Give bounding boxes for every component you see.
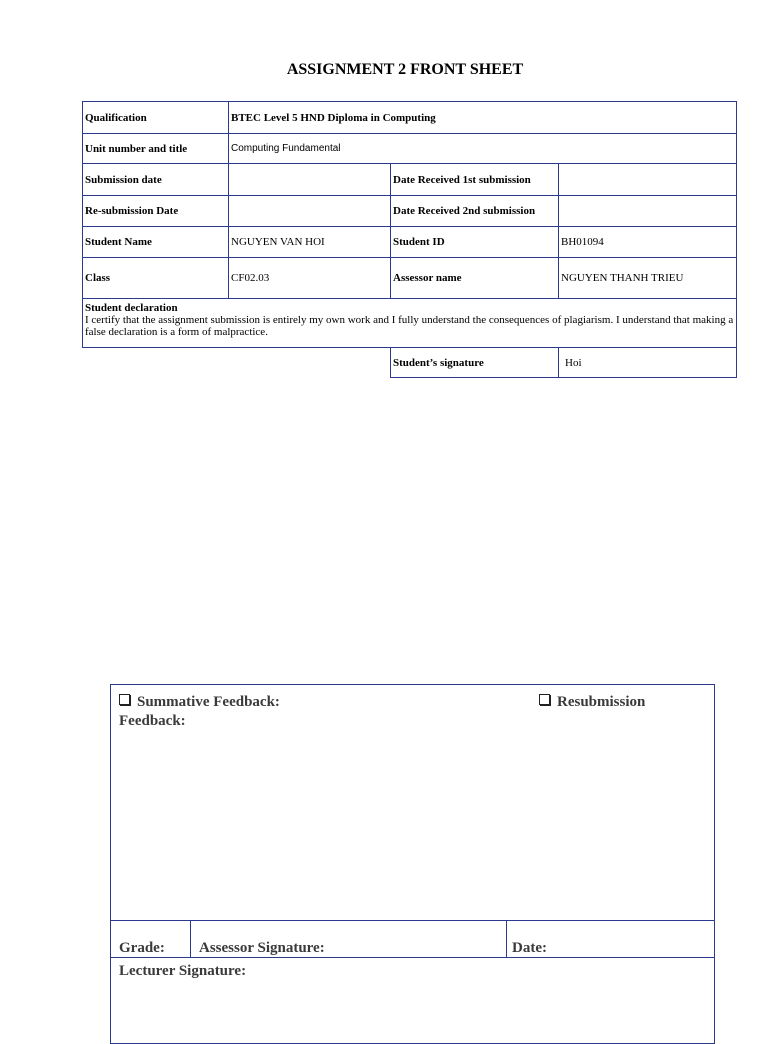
student-row [83, 227, 737, 258]
grade-row [111, 920, 714, 958]
declaration-heading: Student declaration [85, 302, 178, 314]
summative-checkbox-icon[interactable] [119, 694, 130, 705]
qualification-value: BTEC Level 5 HND Diploma in Computing [229, 102, 737, 134]
page-title: ASSIGNMENT 2 FRONT SHEET [286, 61, 524, 78]
qualification-row [83, 102, 737, 134]
date-received-1-label: Date Received 1st submission [391, 164, 559, 196]
assessor-label: Assessor name [391, 258, 559, 299]
class-row [83, 258, 737, 299]
summative-feedback [119, 694, 280, 711]
declaration-row [83, 299, 737, 348]
student-id-value: BH01094 [559, 227, 737, 258]
qualification-label: Qualification [83, 102, 229, 134]
assessor-divider [506, 921, 507, 957]
student-name-value: NGUYEN VAN HOI [229, 227, 391, 258]
signature-spacer [83, 348, 391, 378]
submission-row [83, 164, 737, 196]
resubmission-row [83, 196, 737, 227]
unit-row [83, 134, 737, 164]
summative-feedback-label: Summative Feedback: [137, 694, 280, 710]
class-label: Class [83, 258, 229, 299]
class-value: CF02.03 [229, 258, 391, 299]
front-sheet-table [82, 101, 737, 378]
unit-value: Computing Fundamental [229, 134, 737, 164]
unit-label: Unit number and title [83, 134, 229, 164]
student-name-label: Student Name [83, 227, 229, 258]
resubmission-date-label: Re-submission Date [83, 196, 229, 227]
resubmission [539, 694, 645, 711]
assessor-signature-label: Assessor Signature: [199, 940, 325, 956]
submission-date-value[interactable] [229, 164, 391, 196]
signature-value[interactable]: Hoi [559, 348, 737, 378]
submission-date-label: Submission date [83, 164, 229, 196]
feedback-box [110, 684, 715, 1044]
lecturer-signature-label: Lecturer Signature: [119, 963, 247, 979]
resubmission-label: Resubmission [557, 694, 646, 710]
date-received-2-label: Date Received 2nd submission [391, 196, 559, 227]
assessor-value: NGUYEN THANH TRIEU [559, 258, 737, 299]
resubmission-date-value[interactable] [229, 196, 391, 227]
feedback-label: Feedback: [119, 713, 186, 729]
signature-row [83, 348, 737, 378]
declaration-cell [83, 299, 737, 348]
signature-label: Student’s signature [391, 348, 559, 378]
date-label: Date: [512, 940, 547, 956]
grade-divider [190, 921, 191, 957]
date-received-1-value[interactable] [559, 164, 737, 196]
resubmission-checkbox-icon[interactable] [539, 694, 550, 705]
grade-label: Grade: [119, 940, 165, 956]
declaration-text: I certify that the assignment submission is entirely my own work and I fully understand the consequences of plagiarism. I understand that making a false declaration is a form of malpractice. [85, 314, 734, 338]
date-received-2-value[interactable] [559, 196, 737, 227]
student-id-label: Student ID [391, 227, 559, 258]
